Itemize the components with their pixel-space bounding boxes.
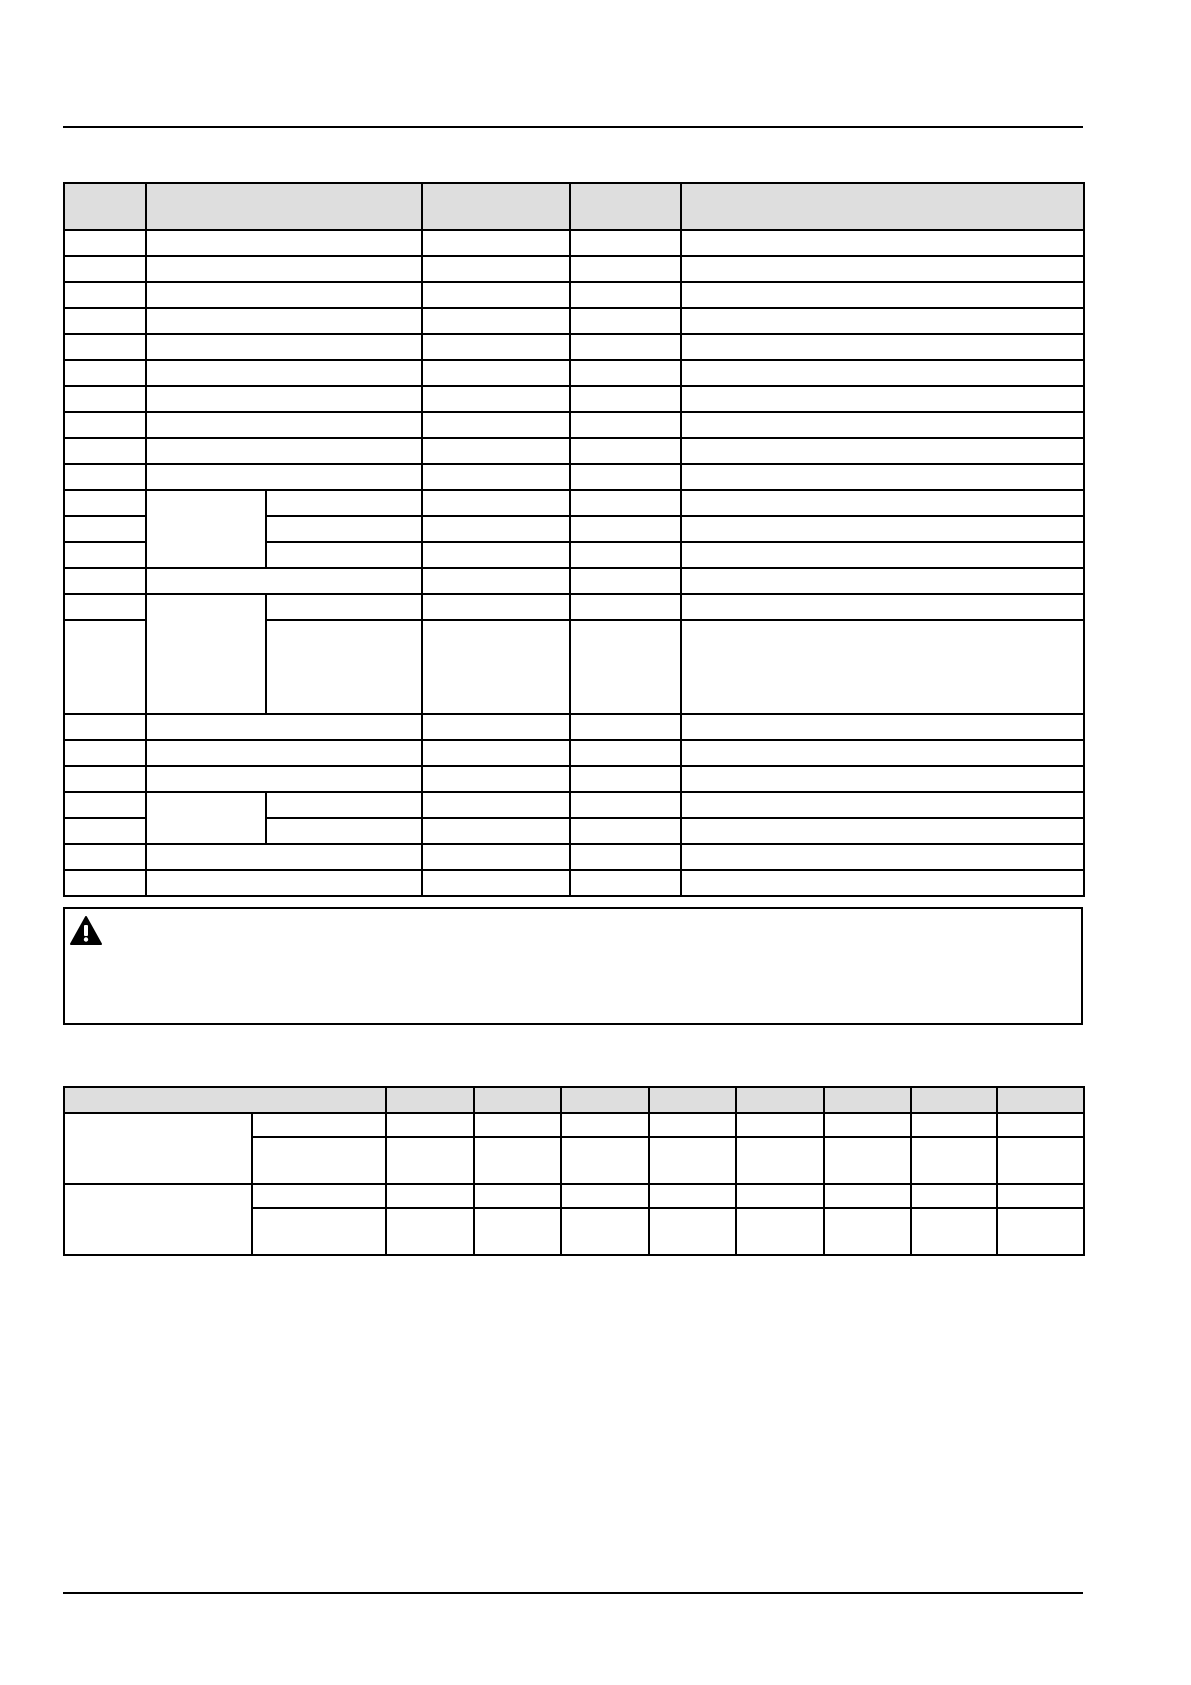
table-cell	[64, 542, 146, 568]
table-cell	[570, 766, 681, 792]
table-cell	[681, 542, 1084, 568]
table-cell	[681, 844, 1084, 870]
table-cell	[422, 568, 570, 594]
table-cell	[422, 594, 570, 620]
table-cell	[570, 438, 681, 464]
table-cell	[422, 542, 570, 568]
table-cell	[386, 1137, 474, 1184]
table-cell	[911, 1113, 997, 1137]
table-cell	[736, 1184, 824, 1208]
table-row	[64, 766, 1084, 792]
table-row	[64, 308, 1084, 334]
table-cell	[422, 412, 570, 438]
table-cell	[681, 490, 1084, 516]
table-cell	[681, 386, 1084, 412]
table-cell	[681, 870, 1084, 896]
warning-icon	[69, 915, 103, 947]
table-cell	[681, 438, 1084, 464]
table-header-row	[64, 183, 1084, 230]
table-cell	[146, 438, 422, 464]
column-header	[561, 1087, 649, 1113]
table-cell	[266, 594, 422, 620]
table-cell	[570, 360, 681, 386]
column-header	[474, 1087, 561, 1113]
table-header-row	[64, 1087, 1084, 1113]
column-header	[997, 1087, 1084, 1113]
table-cell	[64, 620, 146, 714]
table-cell	[474, 1137, 561, 1184]
table-cell	[422, 308, 570, 334]
table-cell	[146, 360, 422, 386]
table-cell	[64, 464, 146, 490]
table-cell	[146, 568, 422, 594]
table-cell	[570, 282, 681, 308]
table-cell	[736, 1208, 824, 1255]
table-cell	[252, 1184, 386, 1208]
table-cell	[64, 256, 146, 282]
group-label-cell	[146, 490, 266, 568]
group-label-cell	[146, 792, 266, 844]
table-row	[64, 1113, 1084, 1137]
table-cell	[474, 1184, 561, 1208]
table-cell	[64, 766, 146, 792]
table-cell	[681, 516, 1084, 542]
column-header	[681, 183, 1084, 230]
table-cell	[64, 412, 146, 438]
table-cell	[146, 256, 422, 282]
table-row	[64, 792, 1084, 818]
table-cell	[146, 766, 422, 792]
table-cell	[561, 1137, 649, 1184]
table-cell	[422, 464, 570, 490]
table-cell	[64, 594, 146, 620]
table-cell	[146, 464, 422, 490]
table-cell	[146, 412, 422, 438]
table-row	[64, 438, 1084, 464]
table-row	[64, 714, 1084, 740]
table-cell	[422, 766, 570, 792]
table-cell	[422, 620, 570, 714]
table-cell	[570, 386, 681, 412]
group-label-cell	[146, 594, 266, 714]
table-cell	[649, 1137, 736, 1184]
table-cell	[422, 818, 570, 844]
table-cell	[570, 594, 681, 620]
footer-rule	[63, 1592, 1083, 1594]
header-rule	[63, 126, 1083, 128]
table-cell	[649, 1184, 736, 1208]
table-cell	[252, 1137, 386, 1184]
table-cell	[570, 412, 681, 438]
column-header	[649, 1087, 736, 1113]
table-cell	[64, 360, 146, 386]
table-cell	[570, 308, 681, 334]
table-cell	[561, 1208, 649, 1255]
table-cell	[570, 334, 681, 360]
table-cell	[64, 386, 146, 412]
table-cell	[146, 308, 422, 334]
table-cell	[649, 1113, 736, 1137]
table-cell	[64, 818, 146, 844]
table-cell	[570, 844, 681, 870]
column-header	[386, 1087, 474, 1113]
table-cell	[997, 1137, 1084, 1184]
table-cell	[146, 740, 422, 766]
table-cell	[681, 412, 1084, 438]
table-cell	[824, 1208, 911, 1255]
table-cell	[252, 1208, 386, 1255]
table-row	[64, 1184, 1084, 1208]
group-label-cell	[64, 1113, 252, 1184]
table-cell	[422, 844, 570, 870]
table-cell	[681, 594, 1084, 620]
table-cell	[681, 230, 1084, 256]
table-row	[64, 230, 1084, 256]
table-row	[64, 594, 1084, 620]
table-cell	[386, 1208, 474, 1255]
table-cell	[386, 1184, 474, 1208]
column-header	[146, 183, 422, 230]
table-cell	[386, 1113, 474, 1137]
table-cell	[64, 490, 146, 516]
table-cell	[422, 360, 570, 386]
table-cell	[64, 568, 146, 594]
table-cell	[681, 334, 1084, 360]
table-row	[64, 282, 1084, 308]
table-cell	[570, 714, 681, 740]
table-cell	[146, 386, 422, 412]
table-cell	[64, 308, 146, 334]
table-cell	[146, 870, 422, 896]
table-cell	[570, 256, 681, 282]
table-cell	[422, 714, 570, 740]
table-cell	[824, 1184, 911, 1208]
table-cell	[561, 1184, 649, 1208]
table-row	[64, 870, 1084, 896]
table-cell	[422, 386, 570, 412]
table-cell	[474, 1208, 561, 1255]
table-cell	[64, 844, 146, 870]
rating-table	[63, 1086, 1085, 1256]
table-cell	[681, 360, 1084, 386]
table-cell	[422, 870, 570, 896]
table-cell	[681, 766, 1084, 792]
table-cell	[736, 1113, 824, 1137]
table-row	[64, 334, 1084, 360]
table-cell	[422, 282, 570, 308]
table-cell	[146, 334, 422, 360]
table-cell	[266, 516, 422, 542]
column-header	[570, 183, 681, 230]
table-cell	[681, 308, 1084, 334]
table-cell	[422, 740, 570, 766]
table-row	[64, 740, 1084, 766]
table-cell	[422, 230, 570, 256]
table-cell	[266, 620, 422, 714]
column-header	[422, 183, 570, 230]
table-row	[64, 464, 1084, 490]
table-cell	[681, 282, 1084, 308]
table-cell	[570, 542, 681, 568]
table-cell	[824, 1137, 911, 1184]
table-cell	[64, 792, 146, 818]
table-cell	[681, 818, 1084, 844]
table-row	[64, 256, 1084, 282]
table-cell	[997, 1208, 1084, 1255]
table-row	[64, 568, 1084, 594]
table-cell	[681, 568, 1084, 594]
table-cell	[681, 792, 1084, 818]
table-cell	[266, 792, 422, 818]
table-cell	[64, 438, 146, 464]
table-cell	[146, 844, 422, 870]
table-cell	[422, 334, 570, 360]
specification-table	[63, 182, 1085, 897]
table-cell	[252, 1113, 386, 1137]
table-cell	[570, 516, 681, 542]
table-cell	[997, 1184, 1084, 1208]
table-cell	[570, 740, 681, 766]
column-header	[824, 1087, 911, 1113]
column-header	[64, 183, 146, 230]
table-cell	[570, 568, 681, 594]
table-cell	[64, 516, 146, 542]
table-cell	[422, 490, 570, 516]
table-cell	[422, 438, 570, 464]
table-cell	[824, 1113, 911, 1137]
table-row	[64, 412, 1084, 438]
column-header	[736, 1087, 824, 1113]
table-row	[64, 386, 1084, 412]
table-cell	[422, 792, 570, 818]
table-cell	[570, 230, 681, 256]
table-cell	[681, 256, 1084, 282]
table-cell	[561, 1113, 649, 1137]
table-cell	[422, 516, 570, 542]
table-cell	[146, 282, 422, 308]
table-cell	[911, 1208, 997, 1255]
table-cell	[474, 1113, 561, 1137]
table-cell	[649, 1208, 736, 1255]
table-cell	[422, 256, 570, 282]
table-cell	[997, 1113, 1084, 1137]
table-cell	[570, 818, 681, 844]
table-cell	[266, 542, 422, 568]
table-cell	[146, 230, 422, 256]
table-cell	[681, 740, 1084, 766]
table-cell	[64, 282, 146, 308]
group-label-cell	[64, 1184, 252, 1255]
table-cell	[266, 818, 422, 844]
table-cell	[64, 870, 146, 896]
table-cell	[681, 620, 1084, 714]
column-header	[64, 1087, 386, 1113]
table-cell	[64, 714, 146, 740]
table-cell	[64, 740, 146, 766]
table-row	[64, 844, 1084, 870]
table-row	[64, 360, 1084, 386]
table-cell	[911, 1137, 997, 1184]
table-cell	[570, 490, 681, 516]
table-cell	[570, 792, 681, 818]
table-cell	[570, 870, 681, 896]
warning-box	[63, 907, 1083, 1025]
table-row	[64, 490, 1084, 516]
table-cell	[146, 714, 422, 740]
column-header	[911, 1087, 997, 1113]
table-cell	[266, 490, 422, 516]
table-cell	[736, 1137, 824, 1184]
table-cell	[911, 1184, 997, 1208]
table-cell	[570, 620, 681, 714]
table-cell	[570, 464, 681, 490]
table-cell	[681, 464, 1084, 490]
table-cell	[64, 230, 146, 256]
table-cell	[681, 714, 1084, 740]
table-cell	[64, 334, 146, 360]
